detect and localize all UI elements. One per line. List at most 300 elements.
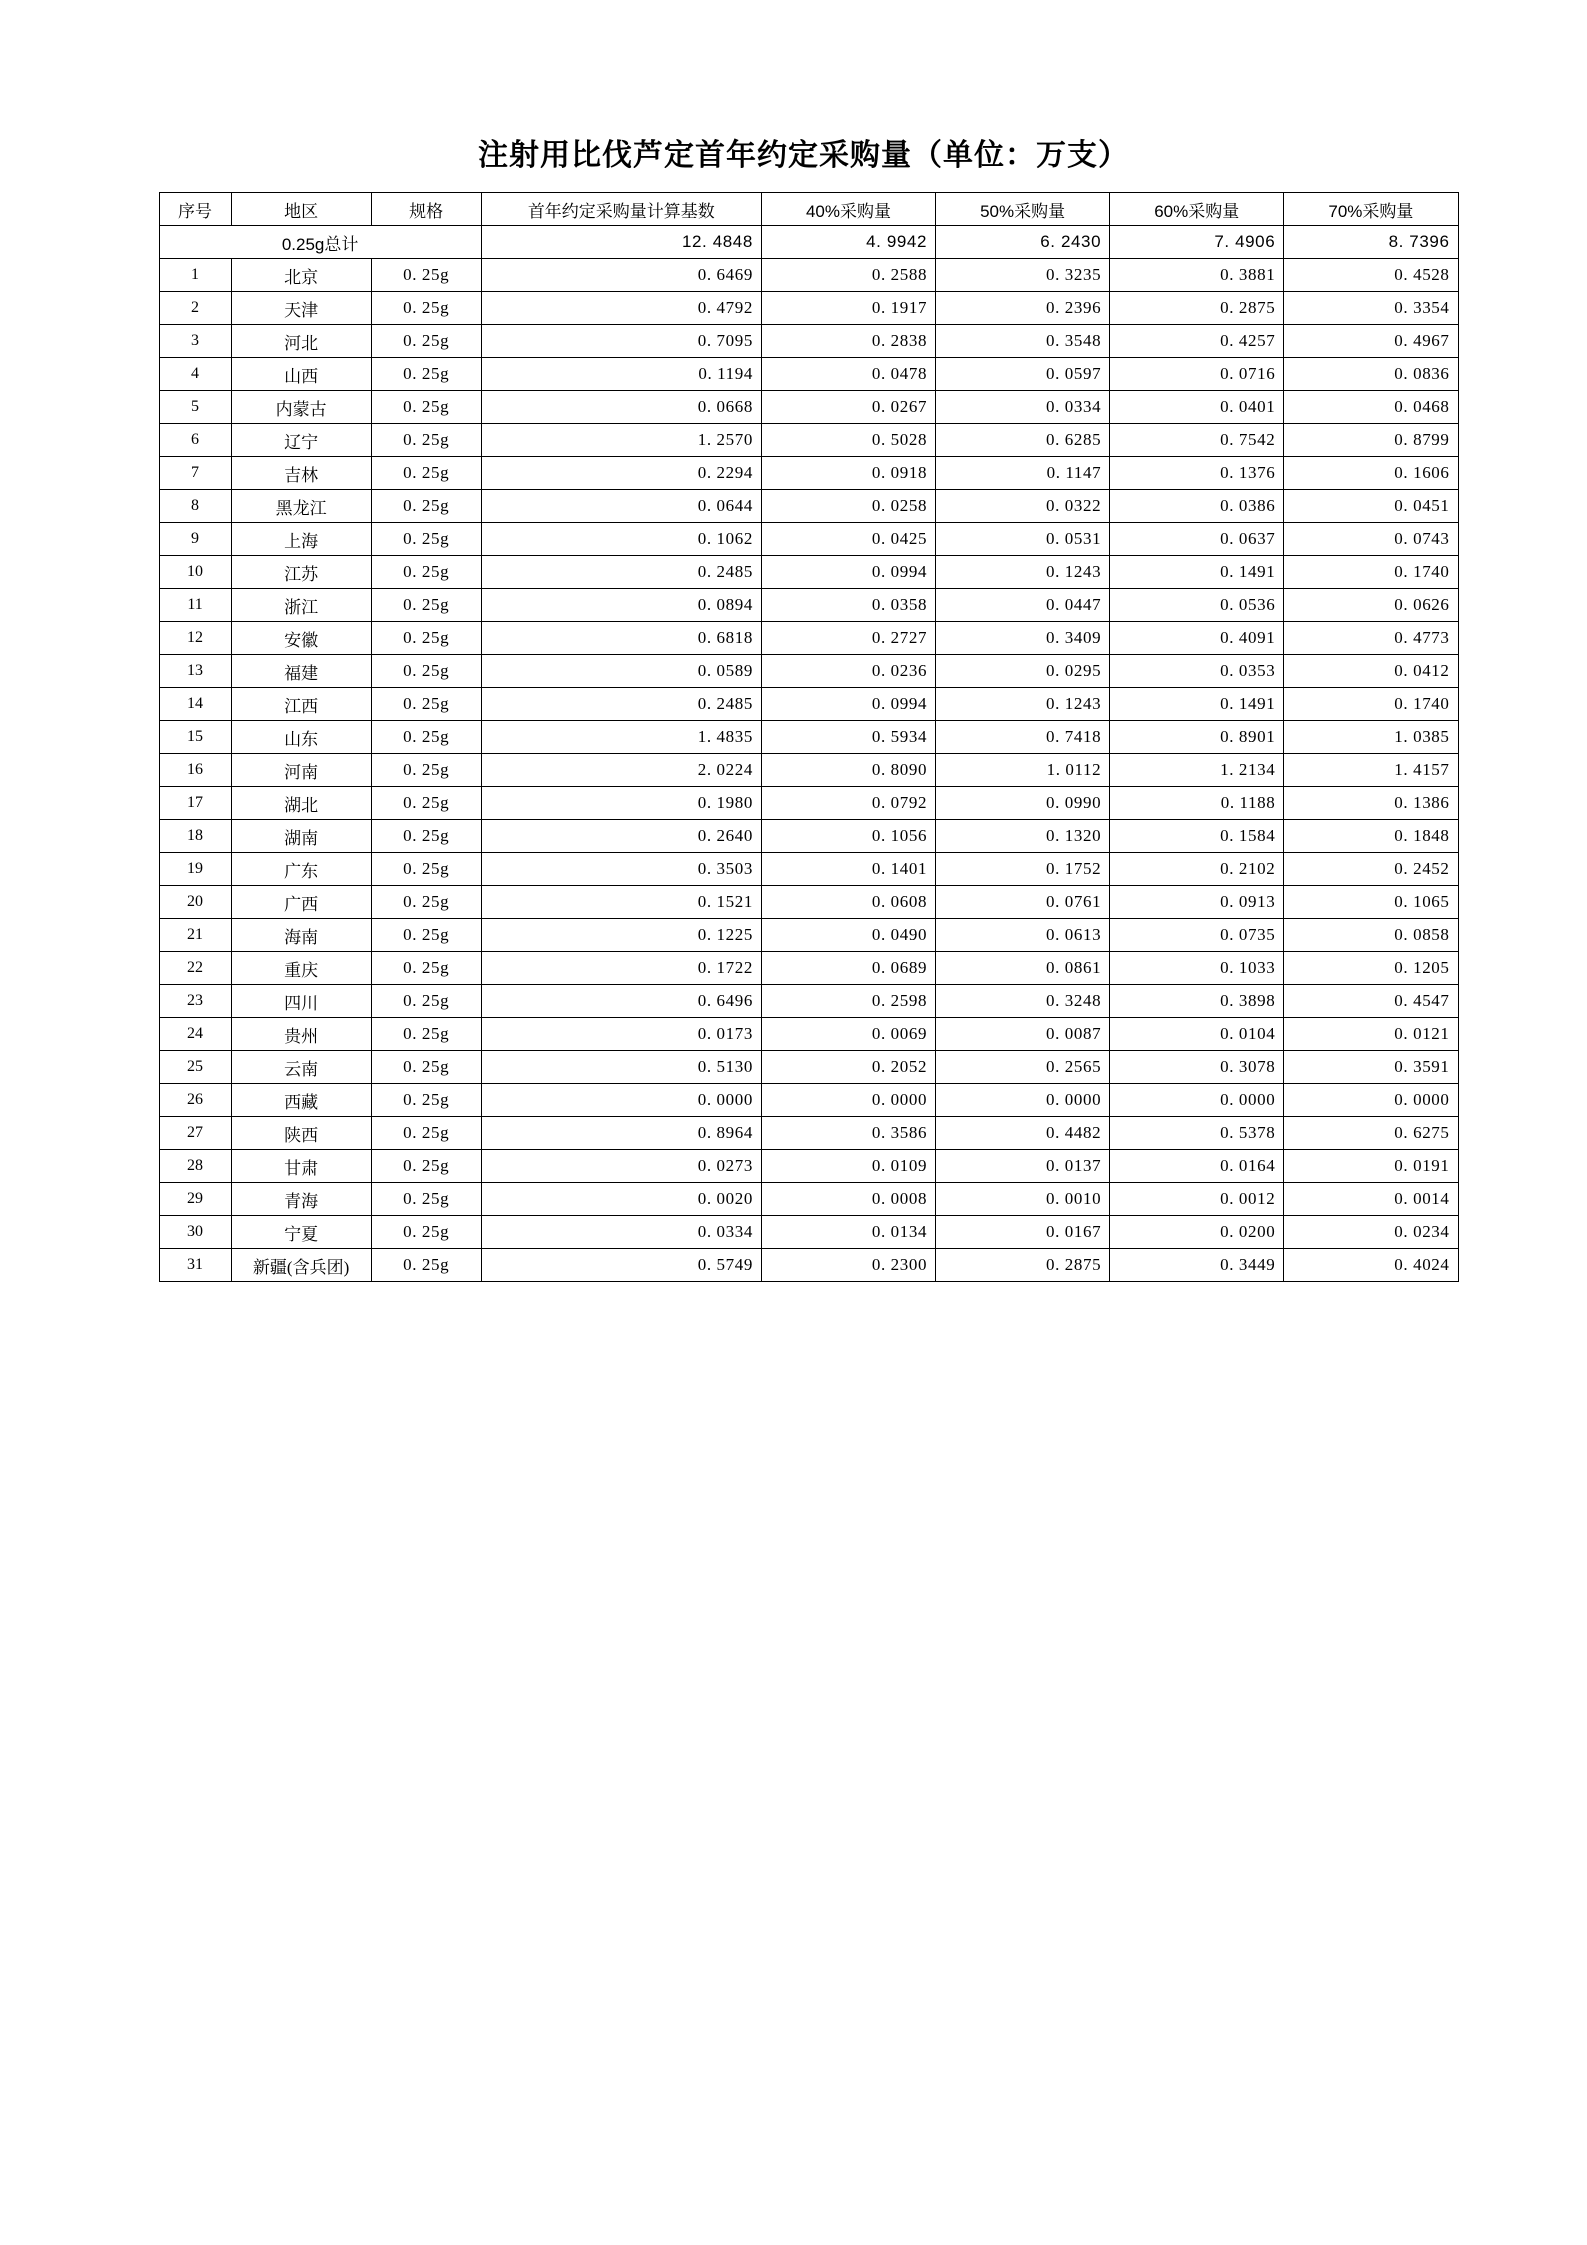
table-row [159, 358, 1458, 391]
row-spec: 0. 25g [371, 886, 481, 919]
table-row [159, 424, 1458, 457]
row-base: 0. 4792 [481, 292, 761, 325]
row-spec: 0. 25g [371, 952, 481, 985]
row-p40: 0. 0000 [761, 1084, 935, 1117]
row-region: 辽宁 [231, 424, 371, 457]
row-p70: 0. 0451 [1284, 490, 1458, 523]
row-p50: 0. 0167 [936, 1216, 1110, 1249]
row-region: 北京 [231, 259, 371, 292]
row-index: 22 [159, 952, 231, 985]
row-region: 黑龙江 [231, 490, 371, 523]
row-p50: 0. 7418 [936, 721, 1110, 754]
row-p50: 0. 1147 [936, 457, 1110, 490]
row-p50: 0. 0087 [936, 1018, 1110, 1051]
row-spec: 0. 25g [371, 754, 481, 787]
row-p60: 0. 8901 [1110, 721, 1284, 754]
row-p70: 0. 0626 [1284, 589, 1458, 622]
row-p40: 0. 5934 [761, 721, 935, 754]
row-p50: 0. 3248 [936, 985, 1110, 1018]
row-p70: 0. 3354 [1284, 292, 1458, 325]
row-region: 青海 [231, 1183, 371, 1216]
row-p50: 0. 6285 [936, 424, 1110, 457]
row-p70: 0. 0121 [1284, 1018, 1458, 1051]
total-row [159, 226, 1458, 259]
table-row [159, 523, 1458, 556]
row-p70: 0. 1606 [1284, 457, 1458, 490]
row-index: 16 [159, 754, 231, 787]
row-base: 0. 0894 [481, 589, 761, 622]
row-p50: 0. 0990 [936, 787, 1110, 820]
table-row [159, 490, 1458, 523]
row-p60: 0. 7542 [1110, 424, 1284, 457]
table-row [159, 952, 1458, 985]
row-p70: 0. 4528 [1284, 259, 1458, 292]
row-base: 0. 0589 [481, 655, 761, 688]
row-p40: 0. 0008 [761, 1183, 935, 1216]
row-p60: 0. 0164 [1110, 1150, 1284, 1183]
table-row [159, 1216, 1458, 1249]
row-index: 1 [159, 259, 231, 292]
row-p60: 0. 0200 [1110, 1216, 1284, 1249]
row-p60: 0. 2875 [1110, 292, 1284, 325]
row-p60: 0. 1188 [1110, 787, 1284, 820]
row-spec: 0. 25g [371, 1051, 481, 1084]
column-header-p70: 70%采购量 [1284, 193, 1458, 226]
table-row [159, 556, 1458, 589]
row-p70: 0. 3591 [1284, 1051, 1458, 1084]
row-p40: 0. 0689 [761, 952, 935, 985]
row-p70: 0. 6275 [1284, 1117, 1458, 1150]
row-index: 24 [159, 1018, 231, 1051]
table-row [159, 325, 1458, 358]
row-index: 3 [159, 325, 231, 358]
row-index: 14 [159, 688, 231, 721]
row-region: 河南 [231, 754, 371, 787]
row-p50: 0. 3235 [936, 259, 1110, 292]
row-spec: 0. 25g [371, 325, 481, 358]
row-p50: 0. 0531 [936, 523, 1110, 556]
row-base: 0. 1521 [481, 886, 761, 919]
table-row [159, 655, 1458, 688]
table-body [159, 226, 1458, 1282]
column-header-p40: 40%采购量 [761, 193, 935, 226]
row-base: 0. 2640 [481, 820, 761, 853]
row-region: 安徽 [231, 622, 371, 655]
row-p40: 0. 3586 [761, 1117, 935, 1150]
row-p70: 0. 8799 [1284, 424, 1458, 457]
table-row [159, 919, 1458, 952]
row-p60: 0. 3078 [1110, 1051, 1284, 1084]
row-base: 1. 4835 [481, 721, 761, 754]
table-row [159, 1084, 1458, 1117]
table-row [159, 589, 1458, 622]
row-p50: 0. 4482 [936, 1117, 1110, 1150]
row-p50: 0. 0613 [936, 919, 1110, 952]
row-p50: 0. 0761 [936, 886, 1110, 919]
row-base: 0. 6469 [481, 259, 761, 292]
row-base: 0. 0668 [481, 391, 761, 424]
row-p60: 0. 1491 [1110, 688, 1284, 721]
row-base: 0. 5130 [481, 1051, 761, 1084]
row-p40: 0. 2838 [761, 325, 935, 358]
row-p70: 0. 0234 [1284, 1216, 1458, 1249]
table-row [159, 853, 1458, 886]
row-p40: 0. 0236 [761, 655, 935, 688]
row-index: 10 [159, 556, 231, 589]
row-base: 0. 0644 [481, 490, 761, 523]
row-p60: 0. 0637 [1110, 523, 1284, 556]
row-p70: 0. 4967 [1284, 325, 1458, 358]
row-base: 0. 2485 [481, 688, 761, 721]
row-region: 山西 [231, 358, 371, 391]
row-spec: 0. 25g [371, 490, 481, 523]
row-p60: 0. 5378 [1110, 1117, 1284, 1150]
column-header-base: 首年约定采购量计算基数 [481, 193, 761, 226]
row-p40: 0. 0608 [761, 886, 935, 919]
row-p70: 0. 2452 [1284, 853, 1458, 886]
total-row-base: 12. 4848 [481, 226, 761, 259]
row-index: 6 [159, 424, 231, 457]
row-p70: 0. 0858 [1284, 919, 1458, 952]
row-p50: 1. 0112 [936, 754, 1110, 787]
row-p70: 0. 4024 [1284, 1249, 1458, 1282]
row-region: 河北 [231, 325, 371, 358]
table-row [159, 259, 1458, 292]
row-base: 0. 1980 [481, 787, 761, 820]
row-spec: 0. 25g [371, 820, 481, 853]
row-region: 吉林 [231, 457, 371, 490]
row-p70: 0. 0836 [1284, 358, 1458, 391]
row-spec: 0. 25g [371, 523, 481, 556]
row-p40: 0. 0358 [761, 589, 935, 622]
row-index: 30 [159, 1216, 231, 1249]
row-p60: 0. 0913 [1110, 886, 1284, 919]
row-p40: 0. 2727 [761, 622, 935, 655]
row-p70: 0. 1205 [1284, 952, 1458, 985]
row-spec: 0. 25g [371, 1249, 481, 1282]
column-header-p50: 50%采购量 [936, 193, 1110, 226]
row-spec: 0. 25g [371, 589, 481, 622]
row-region: 四川 [231, 985, 371, 1018]
table-row [159, 886, 1458, 919]
row-index: 13 [159, 655, 231, 688]
row-region: 广东 [231, 853, 371, 886]
total-row-p70: 8. 7396 [1284, 226, 1458, 259]
row-index: 25 [159, 1051, 231, 1084]
row-p60: 0. 4091 [1110, 622, 1284, 655]
row-p50: 0. 0137 [936, 1150, 1110, 1183]
row-index: 21 [159, 919, 231, 952]
row-base: 0. 1225 [481, 919, 761, 952]
row-spec: 0. 25g [371, 1150, 481, 1183]
row-p50: 0. 1243 [936, 688, 1110, 721]
row-spec: 0. 25g [371, 424, 481, 457]
row-index: 5 [159, 391, 231, 424]
row-p40: 0. 1056 [761, 820, 935, 853]
row-base: 0. 6496 [481, 985, 761, 1018]
row-region: 内蒙古 [231, 391, 371, 424]
row-p60: 0. 1376 [1110, 457, 1284, 490]
row-base: 0. 8964 [481, 1117, 761, 1150]
row-p60: 1. 2134 [1110, 754, 1284, 787]
row-p70: 1. 0385 [1284, 721, 1458, 754]
row-p60: 0. 1033 [1110, 952, 1284, 985]
row-p70: 0. 0191 [1284, 1150, 1458, 1183]
total-row-p50: 6. 2430 [936, 226, 1110, 259]
row-index: 23 [159, 985, 231, 1018]
page-title: 注射用比伐芦定首年约定采购量（单位：万支） [478, 139, 1129, 172]
row-p60: 0. 0716 [1110, 358, 1284, 391]
row-p60: 0. 0536 [1110, 589, 1284, 622]
row-p40: 0. 2588 [761, 259, 935, 292]
row-p70: 0. 0014 [1284, 1183, 1458, 1216]
row-base: 0. 0000 [481, 1084, 761, 1117]
table-row [159, 457, 1458, 490]
row-spec: 0. 25g [371, 259, 481, 292]
row-base: 0. 0273 [481, 1150, 761, 1183]
row-spec: 0. 25g [371, 655, 481, 688]
total-row-p40: 4. 9942 [761, 226, 935, 259]
row-p60: 0. 1584 [1110, 820, 1284, 853]
row-spec: 0. 25g [371, 919, 481, 952]
table-row [159, 985, 1458, 1018]
column-header-index: 序号 [159, 193, 231, 226]
row-index: 12 [159, 622, 231, 655]
row-base: 0. 5749 [481, 1249, 761, 1282]
row-p60: 0. 1491 [1110, 556, 1284, 589]
row-region: 天津 [231, 292, 371, 325]
row-p60: 0. 3881 [1110, 259, 1284, 292]
row-spec: 0. 25g [371, 358, 481, 391]
row-p60: 0. 3898 [1110, 985, 1284, 1018]
row-p40: 0. 0109 [761, 1150, 935, 1183]
row-p40: 0. 0069 [761, 1018, 935, 1051]
row-spec: 0. 25g [371, 853, 481, 886]
row-index: 20 [159, 886, 231, 919]
row-spec: 0. 25g [371, 391, 481, 424]
row-base: 2. 0224 [481, 754, 761, 787]
row-p60: 0. 0104 [1110, 1018, 1284, 1051]
row-spec: 0. 25g [371, 721, 481, 754]
row-region: 西藏 [231, 1084, 371, 1117]
row-spec: 0. 25g [371, 787, 481, 820]
row-region: 云南 [231, 1051, 371, 1084]
row-index: 9 [159, 523, 231, 556]
row-p50: 0. 1320 [936, 820, 1110, 853]
row-region: 宁夏 [231, 1216, 371, 1249]
row-region: 贵州 [231, 1018, 371, 1051]
row-spec: 0. 25g [371, 688, 481, 721]
row-index: 2 [159, 292, 231, 325]
row-region: 江西 [231, 688, 371, 721]
table-header [159, 193, 1458, 226]
row-p50: 0. 1243 [936, 556, 1110, 589]
column-header-spec: 规格 [371, 193, 481, 226]
row-index: 7 [159, 457, 231, 490]
table-row [159, 1150, 1458, 1183]
row-base: 0. 1194 [481, 358, 761, 391]
row-p70: 0. 0000 [1284, 1084, 1458, 1117]
row-base: 0. 2485 [481, 556, 761, 589]
row-p50: 0. 2565 [936, 1051, 1110, 1084]
row-spec: 0. 25g [371, 556, 481, 589]
table-header-row [159, 193, 1458, 226]
row-index: 29 [159, 1183, 231, 1216]
row-p50: 0. 0000 [936, 1084, 1110, 1117]
row-base: 0. 3503 [481, 853, 761, 886]
row-p70: 0. 4773 [1284, 622, 1458, 655]
row-region: 江苏 [231, 556, 371, 589]
row-p60: 0. 4257 [1110, 325, 1284, 358]
row-index: 19 [159, 853, 231, 886]
row-spec: 0. 25g [371, 1018, 481, 1051]
row-p40: 0. 2052 [761, 1051, 935, 1084]
row-p70: 0. 1065 [1284, 886, 1458, 919]
row-p50: 0. 0322 [936, 490, 1110, 523]
row-index: 18 [159, 820, 231, 853]
row-index: 31 [159, 1249, 231, 1282]
row-base: 1. 2570 [481, 424, 761, 457]
row-p50: 0. 2875 [936, 1249, 1110, 1282]
row-base: 0. 1062 [481, 523, 761, 556]
row-p40: 0. 0490 [761, 919, 935, 952]
row-p40: 0. 2300 [761, 1249, 935, 1282]
row-p60: 0. 0353 [1110, 655, 1284, 688]
row-index: 11 [159, 589, 231, 622]
row-base: 0. 1722 [481, 952, 761, 985]
procurement-table-wrapper [129, 192, 1459, 1282]
row-p50: 0. 0295 [936, 655, 1110, 688]
row-spec: 0. 25g [371, 985, 481, 1018]
row-p70: 0. 0743 [1284, 523, 1458, 556]
row-index: 27 [159, 1117, 231, 1150]
table-row [159, 1117, 1458, 1150]
row-spec: 0. 25g [371, 1117, 481, 1150]
row-p40: 0. 0258 [761, 490, 935, 523]
row-p40: 0. 1917 [761, 292, 935, 325]
row-p40: 0. 0425 [761, 523, 935, 556]
row-p50: 0. 0861 [936, 952, 1110, 985]
row-spec: 0. 25g [371, 1216, 481, 1249]
column-header-p60: 60%采购量 [1110, 193, 1284, 226]
row-p50: 0. 2396 [936, 292, 1110, 325]
row-index: 26 [159, 1084, 231, 1117]
row-base: 0. 0173 [481, 1018, 761, 1051]
row-region: 新疆(含兵团) [231, 1249, 371, 1282]
table-row [159, 820, 1458, 853]
total-row-label: 0.25g总计 [159, 226, 481, 259]
row-p70: 0. 0468 [1284, 391, 1458, 424]
row-base: 0. 2294 [481, 457, 761, 490]
total-row-p60: 7. 4906 [1110, 226, 1284, 259]
row-p60: 0. 0012 [1110, 1183, 1284, 1216]
row-region: 福建 [231, 655, 371, 688]
row-spec: 0. 25g [371, 1183, 481, 1216]
row-p40: 0. 0267 [761, 391, 935, 424]
row-p70: 0. 4547 [1284, 985, 1458, 1018]
row-region: 湖南 [231, 820, 371, 853]
row-region: 甘肃 [231, 1150, 371, 1183]
row-region: 湖北 [231, 787, 371, 820]
row-p40: 0. 0792 [761, 787, 935, 820]
row-base: 0. 0334 [481, 1216, 761, 1249]
table-row [159, 1018, 1458, 1051]
table-row [159, 1183, 1458, 1216]
table-row [159, 292, 1458, 325]
row-p60: 0. 0386 [1110, 490, 1284, 523]
row-p50: 0. 0010 [936, 1183, 1110, 1216]
table-row [159, 391, 1458, 424]
row-region: 广西 [231, 886, 371, 919]
table-row [159, 622, 1458, 655]
row-base: 0. 0020 [481, 1183, 761, 1216]
row-p40: 0. 0994 [761, 556, 935, 589]
row-p60: 0. 3449 [1110, 1249, 1284, 1282]
row-p40: 0. 8090 [761, 754, 935, 787]
table-row [159, 721, 1458, 754]
row-region: 海南 [231, 919, 371, 952]
row-p70: 0. 1848 [1284, 820, 1458, 853]
table-row [159, 1051, 1458, 1084]
row-p50: 0. 0334 [936, 391, 1110, 424]
row-p40: 0. 1401 [761, 853, 935, 886]
row-region: 浙江 [231, 589, 371, 622]
row-p40: 0. 2598 [761, 985, 935, 1018]
row-p60: 0. 2102 [1110, 853, 1284, 886]
row-p60: 0. 0401 [1110, 391, 1284, 424]
row-index: 15 [159, 721, 231, 754]
row-p50: 0. 3409 [936, 622, 1110, 655]
procurement-table [159, 192, 1459, 1282]
row-p70: 0. 0412 [1284, 655, 1458, 688]
row-region: 上海 [231, 523, 371, 556]
row-p40: 0. 0918 [761, 457, 935, 490]
row-region: 山东 [231, 721, 371, 754]
row-region: 陕西 [231, 1117, 371, 1150]
row-spec: 0. 25g [371, 1084, 481, 1117]
row-p40: 0. 0478 [761, 358, 935, 391]
row-p50: 0. 0597 [936, 358, 1110, 391]
row-index: 4 [159, 358, 231, 391]
row-spec: 0. 25g [371, 622, 481, 655]
table-row [159, 688, 1458, 721]
row-p60: 0. 0735 [1110, 919, 1284, 952]
row-base: 0. 7095 [481, 325, 761, 358]
table-row [159, 754, 1458, 787]
row-p50: 0. 0447 [936, 589, 1110, 622]
row-spec: 0. 25g [371, 457, 481, 490]
row-base: 0. 6818 [481, 622, 761, 655]
row-region: 重庆 [231, 952, 371, 985]
row-p50: 0. 3548 [936, 325, 1110, 358]
row-p70: 0. 1740 [1284, 556, 1458, 589]
row-p40: 0. 0134 [761, 1216, 935, 1249]
row-index: 28 [159, 1150, 231, 1183]
row-spec: 0. 25g [371, 292, 481, 325]
row-p60: 0. 0000 [1110, 1084, 1284, 1117]
column-header-region: 地区 [231, 193, 371, 226]
row-p50: 0. 1752 [936, 853, 1110, 886]
row-p40: 0. 0994 [761, 688, 935, 721]
row-p70: 0. 1740 [1284, 688, 1458, 721]
table-row [159, 1249, 1458, 1282]
row-p70: 0. 1386 [1284, 787, 1458, 820]
row-p40: 0. 5028 [761, 424, 935, 457]
row-index: 8 [159, 490, 231, 523]
row-index: 17 [159, 787, 231, 820]
table-row [159, 787, 1458, 820]
row-p70: 1. 4157 [1284, 754, 1458, 787]
